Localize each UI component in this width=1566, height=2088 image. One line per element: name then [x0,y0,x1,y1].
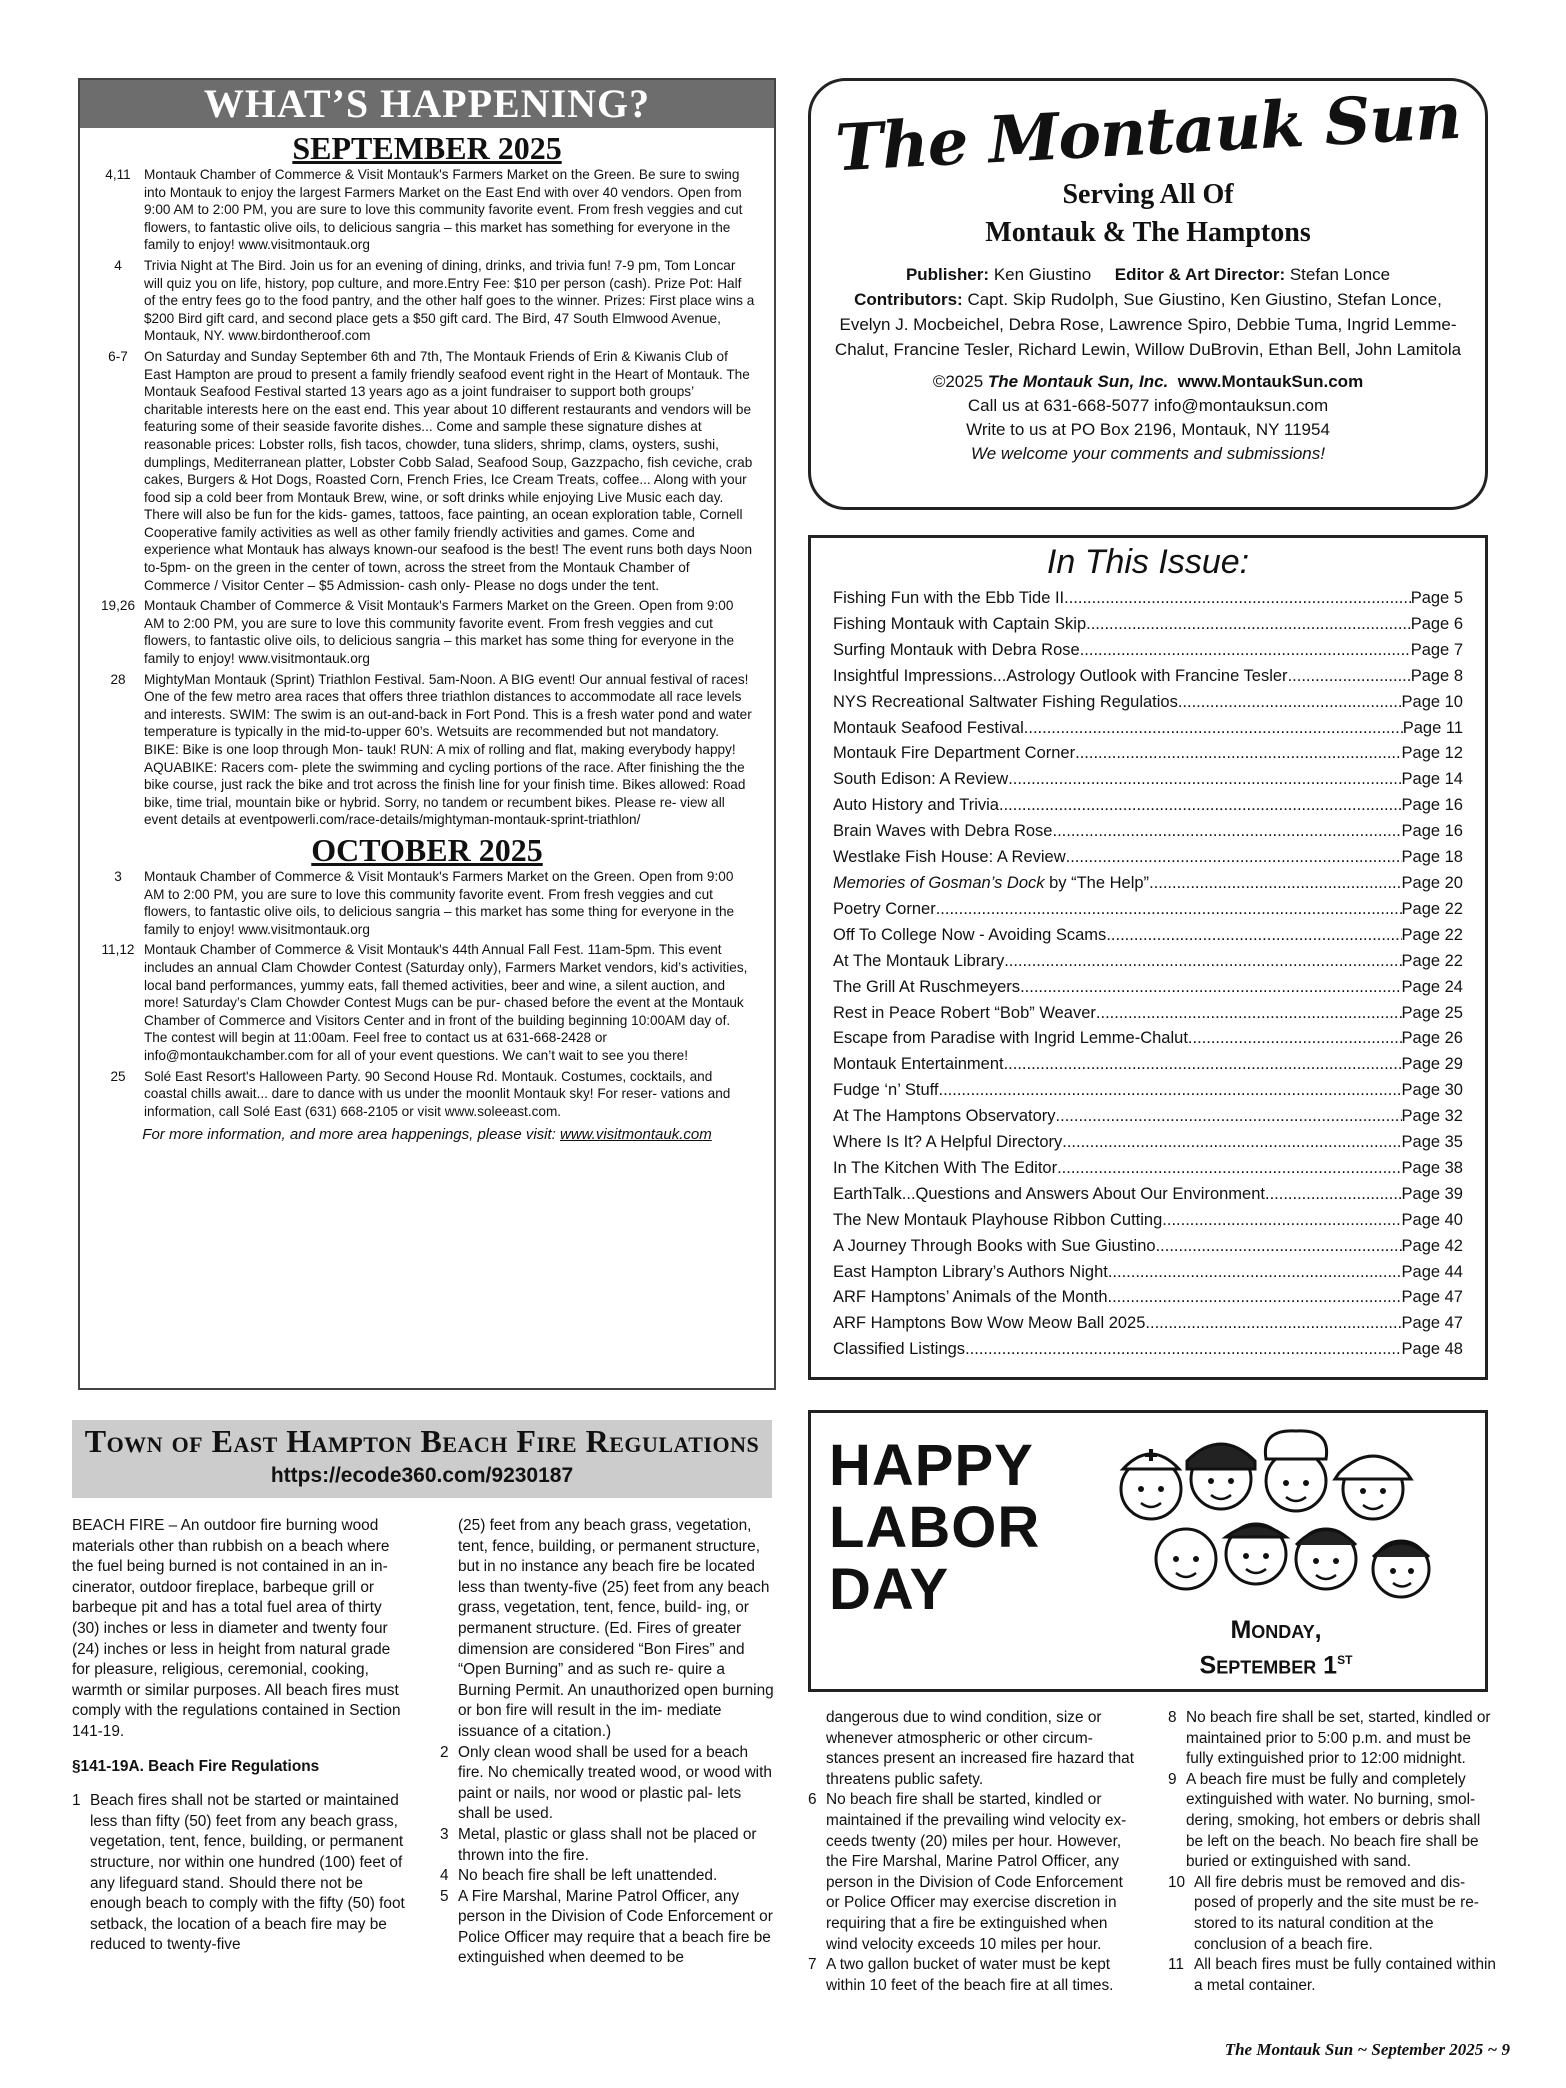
october-events [80,868,774,1120]
toc-leader-dots [1106,923,1401,949]
toc-leader-dots [999,793,1402,819]
serving-tagline: Serving All Of Montauk & The Hamptons [985,179,1311,248]
toc-page-number: Page 48 [1401,1340,1463,1359]
toc-leader-dots [939,1078,1402,1104]
toc-item-title: Westlake Fish House: A Review [833,848,1066,867]
regulation-item: 1 Beach fires shall not be started or maintained less than fifty (50) feet from any beach grass, vegetation, tent, fence, building, or permanent structure, nor within one hundred (100) feet of any lifeguard stand. Should there not be enough beach to comply with the fifty (50) foot setback, the location of a beach fire may be reduced to twenty-five [72,1792,405,1954]
toc-leader-dots [1265,1182,1402,1208]
toc-item[interactable] [833,975,1463,1001]
regulation-item: 11 All beach fires must be fully contained within a metal container. [1168,1956,1496,1994]
labor-day-date: Monday, September 1ST [1199,1616,1353,1680]
toc-item-title: Surfing Montauk with Debra Rose [833,640,1080,659]
toc-leader-dots [1188,1026,1402,1052]
toc-page-number: Page 25 [1401,1003,1463,1022]
toc-item[interactable] [833,586,1463,612]
toc-item-title: Poetry Corner [833,899,936,918]
in-this-issue-box [808,535,1488,1380]
toc-item[interactable] [833,1001,1463,1027]
toc-item[interactable] [833,793,1463,819]
toc-item-title: Rest in Peace Robert “Bob” Weaver [833,1003,1096,1022]
toc-item[interactable] [833,767,1463,793]
toc-item-title: Where Is It? A Helpful Directory [833,1133,1063,1152]
welcome-line: We welcome your comments and submissions! [971,444,1325,463]
toc-item[interactable] [833,716,1463,742]
montauk-sun-logo: The Montauk Sun [833,78,1463,187]
workers-cartoon-icon [1111,1419,1481,1619]
toc-leader-dots [1149,871,1401,897]
toc-item[interactable] [833,1026,1463,1052]
event-item: 28 MightyMan Montauk (Sprint) Triathlon Festival. 5am-Noon. A BIG event! Our annual festival of races! One of the few metro area races that offers three triathlon distances to accommodate all race levels and interests. SWIM: The swim is an out-and-back in Fort Pond. This is a fresh water pond and water temperature is typically in the mid-to-upper 60’s. Wetsuits are recommended but not mandatory. BIKE: Bike is one loop through Mon- tauk! RUN: A mix of rolling and flat, making everybody happy! AQUABIKE: Racers com- plete the swimming and cycling portions of the race. After finishing the the bike course, just rack the bike and trot across the finish line for your finish time. Bikes allowed: Road bike, time trial, mountain bike or hybrid. Sorry, no tandem or recumbent bikes. Please re- view all event details at eventpowerli.com/race-details/mightyman-montauk-sprint-triathlon/ [110,671,752,828]
toc-leader-dots [1062,1130,1401,1156]
toc-page-number: Page 30 [1401,1081,1463,1100]
toc-leader-dots [1096,1001,1402,1027]
beach-fire-title: Town of East Hampton Beach Fire Regulations [84,1423,760,1459]
toc-leader-dots [936,897,1402,923]
event-item: 6-7 On Saturday and Sunday September 6th and 7th, The Montauk Friends of Erin & Kiwanis Club of East Hampton are proud to present a family friendly seafood event right in the Heart of Montauk. The Montauk Seafood Festival started 13 years ago as a joint fundraiser to support both groups’ charitable interests here on the east end. This year about 10 different restaurants and vendors will be featuring some of their seaside favorite dishes... Come and sample these signature dishes at reasonable prices: Lobster rolls, fish tacos, chowder, tuna sliders, shrimp, clams, oysters, sushi, dumplings, Mediterranean platter, Lobster Cobb Salad, Seafood Soup, Gazzpacho, fish ceviche, crab cakes, Burgers & Hot Dogs, Roasted Corn, French Fries, Ice Cream Treats, coffee... Along with your food sip a cold beer from Montauk Brew, wine, or soft drinks while enjoying Live Music each day. There will also be fun for the kids- games, tattoos, face painting, an ocean exploration table, Cornell Cooperative family activities as well as other family friendly activities and games. Come and experience what Montauk has always known-our seafood is the best! The event runs both days Noon to-5pm- on the green in the center of town, across the street from the Montauk Chamber of Commerce / Visitor Center – $5 Admission- cash only- Please no dogs under the tent. [108,348,753,593]
copyright-line: ©2025 The Montauk Sun, Inc. www.MontaukSun.com [932,372,1364,391]
toc-item-title: EarthTalk...Questions and Answers About Our Environment [833,1184,1265,1203]
toc-page-number: Page 6 [1410,614,1463,633]
beach-fire-section-heading: §141-19A. Beach Fire Regulations [72,1757,320,1775]
visitmontauk-link[interactable]: www.visitmontauk.com [560,1126,712,1144]
toc-item-title: Fudge ‘n’ Stuff [833,1081,939,1100]
toc-item[interactable] [833,923,1463,949]
toc-page-number: Page 7 [1410,640,1463,659]
toc-page-number: Page 10 [1401,692,1463,711]
toc-item[interactable] [833,612,1463,638]
toc-item[interactable] [833,845,1463,871]
toc-page-number: Page 26 [1401,1029,1463,1048]
contributors-line: Contributors: Capt. Skip Rudolph, Sue Giustino, Ken Giustino, Stefan Lonce, Evelyn J. Mocbeichel, Debra Rose, Lawrence Spiro, Debbie Tuma, Ingrid Lemme-Chalut, Francine Tesler, Richard Lewin, Willow DuBrovin, Ethan Bell, John Lamitola [834,290,1462,359]
event-item: 4 Trivia Night at The Bird. Join us for an evening of dining, drinks, and trivia fun! 7-9 pm, Tom Loncar will quiz you on life, history, pop culture, and more.Entry Fee: $10 per person (cash). Prize Pot: Half of the entry fees go to the food pantry, and the other half goes to the winner. Prizes: First place wins a $200 Bird gift card, and second place gets a $50 gift card. The Bird, 47 South Elmwood Avenue, Montauk, NY. www.birdontheroof.com [114,257,755,344]
regulation-item: dangerous due to wind condition, size or whenever atmospheric or other circum- stances present an increased fire hazard that threatens public safety. [826,1709,1134,1788]
toc-item-title: ARF Hamptons Bow Wow Meow Ball 2025 [833,1314,1146,1333]
toc-item-title: Insightful Impressions...Astrology Outlook with Francine Tesler [833,666,1288,685]
happening-footer: For more information, and more area happenings, please visit: www.visitmontauk.com [142,1126,712,1144]
toc-item[interactable] [833,1104,1463,1130]
toc-item[interactable] [833,871,1463,897]
labor-day-box [808,1410,1488,1692]
toc-item[interactable] [833,949,1463,975]
toc-leader-dots [1162,1208,1401,1234]
toc-leader-dots [1052,819,1401,845]
toc-leader-dots [1108,1260,1402,1286]
credits [811,262,1485,362]
toc-page-number: Page 29 [1401,1055,1463,1074]
toc-page-number: Page 22 [1401,951,1463,970]
toc-item-title: Montauk Seafood Festival [833,718,1024,737]
toc-page-number: Page 42 [1401,1236,1463,1255]
toc-item-title: NYS Recreational Saltwater Fishing Regulatios [833,692,1178,711]
toc-leader-dots [1080,638,1411,664]
toc-item[interactable] [833,1260,1463,1286]
regulation-item: 3 Metal, plastic or glass shall not be placed or thrown into the fire. [440,1825,757,1864]
toc-leader-dots [1086,612,1411,638]
beach-fire-column-1 [72,1516,408,1956]
toc-item[interactable] [833,1182,1463,1208]
toc-item-title: At The Montauk Library [833,951,1005,970]
toc-item[interactable] [833,1208,1463,1234]
toc-page-number: Page 20 [1401,873,1463,892]
toc-item-title: South Edison: A Review [833,770,1009,789]
regulation-item: 7 A two gallon bucket of water must be kept within 10 feet of the beach fire at all times. [808,1956,1114,1994]
toc-item[interactable] [833,1156,1463,1182]
toc-leader-dots [1178,690,1402,716]
toc-item-title: In The Kitchen With The Editor [833,1158,1058,1177]
toc-item-title: Memories of Gosman’s Dock by “The Help” [833,873,1150,892]
toc-item-title: Brain Waves with Debra Rose [833,822,1053,841]
toc-page-number: Page 35 [1401,1133,1463,1152]
toc-page-number: Page 16 [1401,796,1463,815]
toc-item-title: Classified Listings [833,1340,966,1359]
toc-item-title: Auto History and Trivia [833,796,999,815]
beach-fire-column-4 [1168,1708,1498,1996]
toc-page-number: Page 32 [1401,1107,1463,1126]
event-item: 11,12 Montauk Chamber of Commerce & Visit Montauk's 44th Annual Fall Fest. 11am-5pm. This event includes an annual Clam Chowder Contest (Saturday only), Farmers Market vendors, kid’s activities, local band performances, yummy eats, fall themed activities, beer and wine, a silent auction, and more! Saturday’s Clam Chowder Contest Mugs can be pur- chased before the event at the Montauk Chamber of Commerce and Visitors Center and in front of the building beginning 10:00AM day of. The contest will begin at 11:00am. Feel free to contact us at 631-668-2428 or info@montaukchamber.com for all of your event questions. We can’t wait to see you there! [101,942,748,1063]
beach-fire-intro: BEACH FIRE – An outdoor fire burning wood materials other than rubbish on a beach where the fuel being burned is not contained in an in- cinerator, outdoor fireplace, barbeque grill or barbeque pit and has a total fuel area of thirty (30) inches or less in diameter and twenty four (24) inches or less in height from natural grade for pleasure, religious, ceremonial, cooking, warmth or similar purposes. All beach fires must comply with the regulations contained in Section 141-19. [72,1517,401,1740]
toc-item-title: Montauk Fire Department Corner [833,744,1076,763]
table-of-contents [833,586,1463,1363]
toc-page-number: Page 18 [1401,848,1463,867]
toc-item[interactable] [833,690,1463,716]
toc-leader-dots [1020,975,1401,1001]
toc-leader-dots [1024,716,1403,742]
toc-item-title: At The Hamptons Observatory [833,1107,1056,1126]
labor-day-heading: HAPPY LABOR DAY [829,1433,1041,1622]
regulation-item: 6 No beach fire shall be started, kindled or maintained if the prevailing wind velocity ex- ceeds twenty (20) miles per hour. However, the Fire Marshal, Marine Patrol Officer, any person in the Division of Code Enforcement or Police Officer may exercise discretion in requiring that a fire be extinguished when wind velocity exceeds 10 miles per hour. [808,1791,1127,1953]
toc-page-number: Page 39 [1401,1184,1463,1203]
toc-leader-dots [1008,767,1401,793]
toc-item[interactable] [833,1234,1463,1260]
event-item: 4,11 Montauk Chamber of Commerce & Visit Montauk's Farmers Market on the Green. Be sure to swing into Montauk to enjoy the largest Farmers Market on the East End with over 40 vendors. Open from 9:00 AM to 2:00 PM, you are sure to love this community favorite event. From fresh veggies and cut flowers, to fantastic olive oils, to delicious sangria – this market has something for everyone in the family to enjoy! www.visitmontauk.org [105,167,743,253]
toc-item[interactable] [833,638,1463,664]
toc-page-number: Page 22 [1401,925,1463,944]
address-line: Write to us at PO Box 2196, Montauk, NY 11954 [966,420,1330,439]
toc-item-title: Montauk Entertainment [833,1055,1004,1074]
event-item: 19,26 Montauk Chamber of Commerce & Visit Montauk's Farmers Market on the Green. Open from 9:00 AM to 2:00 PM, you are sure to love this community favorite event. From fresh veggies and cut flowers, to fantastic olive oils, to delicious sangria – this market has some thing for everyone in the family to enjoy! www.visitmontauk.org [100,598,735,667]
toc-page-number: Page 47 [1401,1314,1463,1333]
toc-item-title: The Grill At Ruschmeyers [833,977,1021,996]
publisher-line: Publisher: Ken Giustino Editor & Art Director: Stefan Lonce [905,265,1391,284]
regulation-item: 9 A beach fire must be fully and completely extinguished with water. No burning, smol- dering, smoking, hot embers or debris shall be left on the beach. No beach fire shall be buried or extinguished with sand. [1168,1770,1481,1871]
toc-page-number: Page 5 [1410,589,1463,607]
toc-item[interactable] [833,897,1463,923]
whats-happening-title: WHAT’S HAPPENING? [80,80,774,128]
toc-leader-dots [1075,741,1401,767]
event-item: 3 Montauk Chamber of Commerce & Visit Montauk's Farmers Market on the Green. Open from 9:00 AM to 2:00 PM, you are sure to love this community favorite event. From fresh veggies and cut flowers, to fantastic olive oils, to delicious sangria – this market has some thing for everyone in the family to enjoy! www.visitmontauk.org [114,868,735,937]
toc-item[interactable] [833,1078,1463,1104]
contact-info [811,370,1485,466]
toc-page-number: Page 11 [1402,718,1463,737]
toc-item-title: Fishing Fun with the Ebb Tide II [833,589,1065,607]
toc-page-number: Page 12 [1401,744,1463,763]
beach-fire-url[interactable]: https://ecode360.com/9230187 [270,1464,574,1487]
toc-page-number: Page 24 [1401,977,1463,996]
beach-fire-column-3 [808,1708,1138,1996]
toc-leader-dots [1064,586,1411,612]
toc-leader-dots [1056,1104,1402,1130]
toc-page-number: Page 44 [1401,1262,1463,1281]
toc-item-title: Escape from Paradise with Ingrid Lemme-Chalut [833,1029,1188,1048]
toc-leader-dots [965,1337,1401,1363]
regulation-item: 4 No beach fire shall be left unattended. [440,1867,718,1885]
toc-item[interactable] [833,819,1463,845]
toc-page-number: Page 16 [1401,822,1463,841]
toc-item[interactable] [833,1052,1463,1078]
toc-item[interactable] [833,741,1463,767]
regulation-item: 2 Only clean wood shall be used for a beach fire. No chemically treated wood, or wood with paint or nails, nor wood or plastic pal- lets shall be used. [440,1743,772,1823]
beach-fire-column-2 [440,1516,776,1969]
toc-page-number: Page 22 [1401,899,1463,918]
toc-leader-dots [1108,1285,1402,1311]
website-link[interactable]: www.MontaukSun.com [1177,372,1364,391]
toc-leader-dots [1156,1234,1402,1260]
in-this-issue-title: In This Issue: [1046,543,1250,581]
event-item: 25 Solé East Resort's Halloween Party. 90 Second House Rd. Montauk. Costumes, cocktails, and coastal chills await... dare to dance with us under the moonlit Montauk sky! For reser- vations and information, call Solé East (631) 668-2105 or visit www.soleeast.com. [110,1068,731,1119]
toc-leader-dots [1004,1052,1402,1078]
regulation-item: (25) feet from any beach grass, vegetation, tent, fence, building, or permanent structure, but in no instance any beach fire be located less than twenty-five (25) feet from any beach grass, vegetation, tent, fence, build- ing, or permanent structure. (Ed. Fires of greater dimension are considered “Bon Fires” and “Open Burning” and as such re- quire a Burning Permit. An unauthorized open burning or bon fire will result in the im- mediate issuance of a citation.) [458,1517,774,1740]
toc-page-number: Page 40 [1401,1210,1463,1229]
regulation-item: 10 All fire debris must be removed and dis- posed of properly and the site must be re- stored to its natural condition at the conclusion of a beach fire. [1168,1873,1479,1953]
beach-fire-title-box [72,1420,772,1498]
toc-item[interactable] [833,1337,1463,1363]
toc-item-title: East Hampton Library’s Authors Night [833,1262,1108,1281]
toc-item-title: Fishing Montauk with Captain Skip [833,614,1087,633]
toc-item-title: The New Montauk Playhouse Ribbon Cutting [833,1210,1163,1229]
september-events [80,166,774,829]
whats-happening-box [78,78,776,1390]
toc-item[interactable] [833,664,1463,690]
regulation-item: 5 A Fire Marshal, Marine Patrol Officer, any person in the Division of Code Enforcement or Police Officer may require that a beach fire be extinguished when deemed to be [440,1887,773,1967]
toc-leader-dots [1066,845,1402,871]
toc-page-number: Page 47 [1401,1288,1463,1307]
toc-leader-dots [1145,1311,1401,1337]
toc-leader-dots [1057,1156,1401,1182]
toc-item[interactable] [833,1311,1463,1337]
page-footer: The Montauk Sun ~ September 2025 ~ 9 [1224,2040,1510,2059]
toc-leader-dots [1288,664,1411,690]
toc-page-number: Page 14 [1401,770,1463,789]
regulation-item: 8 No beach fire shall be set, started, kindled or maintained prior to 5:00 p.m. and must be fully extinguished prior to 12:00 midnight. [1168,1709,1491,1768]
toc-item-title: ARF Hamptons’ Animals of the Month [833,1288,1108,1307]
toc-page-number: Page 38 [1401,1158,1463,1177]
toc-item-title: A Journey Through Books with Sue Giustino [833,1236,1156,1255]
toc-item[interactable] [833,1130,1463,1156]
toc-leader-dots [1004,949,1401,975]
toc-item-title: Off To College Now - Avoiding Scams [833,925,1107,944]
september-heading: SEPTEMBER 2025 [292,130,562,166]
masthead-box [808,78,1488,510]
toc-page-number: Page 8 [1410,666,1463,685]
phone-line: Call us at 631-668-5077 info@montauksun.com [967,396,1329,415]
october-heading: OCTOBER 2025 [311,831,543,868]
toc-item[interactable] [833,1285,1463,1311]
